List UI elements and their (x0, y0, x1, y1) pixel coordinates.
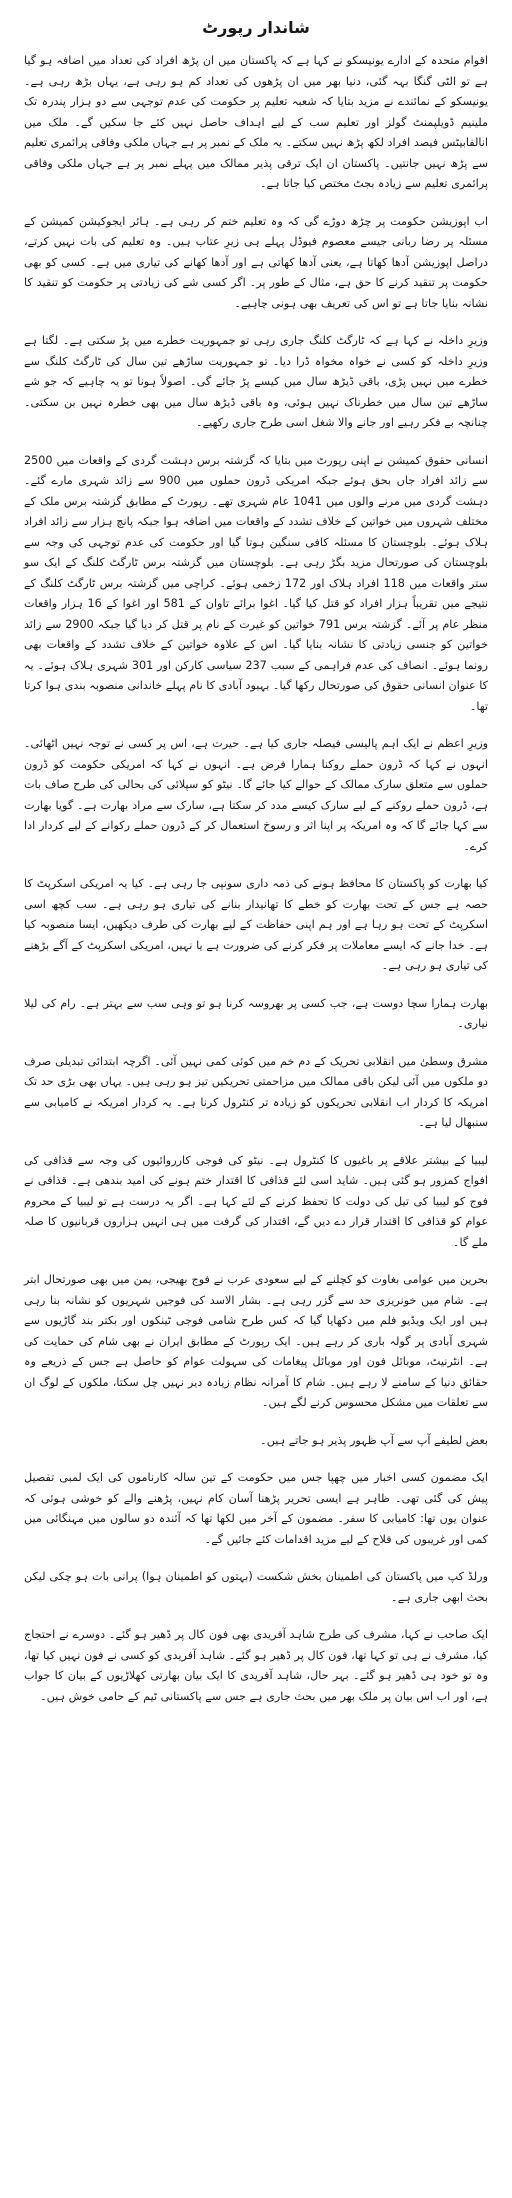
article-paragraph: کیا بھارت کو پاکستان کا محافظ ہونے کی ذمہ داری سونپی جا رہی ہے۔ کیا یہ امریکی اسکرپٹ کا حصہ ہے جس کے تحت بھارت کو خطے کا تھانیدار بنانے کی تیاری ہو رہی ہے۔ سب کچھ اسی اسکرپٹ کے تحت ہو رہا ہے اور ہم اپنی حفاظت کے لیے بھارت کی طرف دیکھیں، ایسا منصوبہ کیا ہے۔ خدا جانے کہ ایسے معاملات پر فکر کرنے کی ضرورت ہے یا نہیں، امریکی اسکرپٹ کے آگے بڑھنے کی تیاری ہو رہی ہے۔ (24, 877, 488, 972)
article-paragraph: بھارت ہمارا سچا دوست ہے، جب کسی پر بھروسہ کرنا ہو تو وہی سب سے بہتر ہے۔ رام کی لیلا نیاری۔ (24, 996, 488, 1030)
article-paragraph: اقوام متحدہ کے ادارے یونیسکو نے کہا ہے کہ پاکستان میں ان پڑھ افراد کی تعداد میں اضافہ ہو گیا ہے تو الٹی گنگا بہہ گئی، دنیا بھر میں ان پڑھوں کی تعداد کم ہو رہی ہے، یہاں بڑھ رہی ہے۔ یونیسکو کے نمائندے نے مزید بتایا کہ شعبہ تعلیم پر حکومت کی عدم توجہی سے دو ہزار پندرہ تک ملینیم ڈویلپمنٹ گولز اور تعلیم سب کے لیے اہداف حاصل نہیں کئے جا سکیں گے۔ ملک میں انالفابیٹس فیصد افراد لکھ پڑھ نہیں سکتے۔ یہ ملک کے نمبر پر ہے جہاں ملکی وفاقی پرائمری تعلیم سے پڑھ نہیں جانتیں۔ پاکستان ان ایک ترقی پذیر ممالک میں پہلے نمبر پر ہے جہاں ملکی وفاقی پرائمری تعلیم سے زیادہ بجٹ مختص کیا جاتا ہے۔ (24, 54, 488, 190)
article-paragraph: مشرق وسطیٰ میں انقلابی تحریک کے دم خم میں کوئی کمی نہیں آئی۔ اگرچہ ابتدائی تبدیلی صرف دو ملکوں میں آئی لیکن باقی ممالک میں مزاحمتی تحریکیں تیز ہو رہی ہیں۔ یہاں بھی بڑی حد تک امریکہ کا کردار اب انقلابی تحریکوں کو زیادہ تر کنٹرول کرنا ہے۔ یہ کردار امریکہ نے کامیابی سے سنبھال لیا ہے۔ (24, 1054, 488, 1129)
article-paragraph: ایک مضمون کسی اخبار میں چھپا جس میں حکومت کے تین سالہ کارناموں کی ایک لمبی تفصیل پیش کی گئی تھی۔ ظاہر ہے ایسی تحریر پڑھنا آسان کام نہیں، پڑھنے والے کو خوشی ہوئی کہ عنوان یوں تھا: کامیابی کا سفر۔ مضمون کے آخر میں لکھا تھا کہ آئندہ دو سالوں میں مہنگائی میں کمی اور غریبوں کی فلاح کے لیے مزید اقدامات کئے جائیں گے۔ (24, 1471, 488, 1546)
article-paragraph: وزیرِ اعظم نے ایک اہم پالیسی فیصلہ جاری کیا ہے۔ حیرت ہے، اس پر کسی نے توجہ نہیں اٹھائی۔ انہوں نے کہا کہ ڈرون حملے روکنا ہمارا فرض ہے۔ انہوں نے کہا کہ امریکی حکومت کو ڈرون حملوں سے متعلق سارک ممالک کے حوالے کیا جائے گا۔ نیٹو کو سپلائی کی بحالی کی طرح صاف بات ہے، ڈرون حملے روکنے کے لیے سارک کیسے مدد کر سکتا ہے، سارک سے مراد بھارت ہے۔ گویا بھارت سے کہا جائے گا کہ وہ امریکہ پر اپنا اثر و رسوخ استعمال کر کے ڈرون حملے رکوانے کے لیے کردار ادا کرے۔ (24, 737, 488, 853)
article-paragraph: وزیرِ داخلہ نے کہا ہے کہ ٹارگٹ کلنگ جاری رہی تو جمہوریت خطرے میں پڑ سکتی ہے۔ لگتا ہے وزیرِ داخلہ کو کسی نے خواہ مخواہ ڈرا دیا۔ تو جمہوریت ساڑھے تین سال کی ٹارگٹ کلنگ سے خطرے میں نہیں پڑی، باقی ڈیڑھ سال میں کیسے پڑ جائے گی۔ اصولاً ہونا تو یہ چاہیے کہ جو شے ساڑھے تین سال میں خطرناک نہیں ہوئی، وہ باقی ڈیڑھ سال میں بھی خطرہ نہیں بن سکتی۔ چنانچہ بے فکر رہیے اور جانے والا شغل اسی طرح جاری رکھیے۔ (24, 334, 488, 429)
article-paragraph: ایک صاحب نے کہا، مشرف کی طرح شاہد آفریدی بھی فون کال پر ڈھیر ہو گئے۔ دوسرے نے احتجاج کیا، مشرف نے ہی تو کہا تھا، فون کال پر ڈھیر ہو گئے۔ شاہد آفریدی کو کسی نے فون نہیں کیا تھا، وہ تو خود ہی ڈھیر ہو گئے۔ بہر حال، شاہد آفریدی کا ایک بیان بھارتی کھلاڑیوں کے بیان کا جواب ہے، اور اب اس بیان پر ملک بھر میں بحث جاری ہے جس سے پاکستانی ٹیم کے حامی خوش ہیں۔ (24, 1628, 488, 1703)
article-paragraph: لیبیا کے بیشتر علاقے پر باغیوں کا کنٹرول ہے۔ نیٹو کی فوجی کارروائیوں کی وجہ سے قذافی کی افواج کمزور ہو گئی ہیں۔ شاید اسی لئے قذافی کا اقتدار ختم ہونے کی امید بندھی ہے۔ قذافی نے فوج کو لیبیا کی تیل کی دولت کا تحفظ کرنے کے لئے کہا ہے۔ اگر یہ درست ہے تو لیبیا کے محروم عوام کو قذافی کا اقتدار قرار دے دیں گے، اقتدار کی گرفت میں ہی انہیں ہزاروں قربانیوں کا صلہ ملے گا۔ (24, 1153, 488, 1249)
article-paragraph: ورلڈ کپ میں پاکستان کی اطمینان بخش شکست (بہتوں کو اطمینان ہوا) پرانی بات ہو چکی لیکن بحث ابھی جاری ہے۔ (24, 1570, 488, 1604)
article-paragraph: بحرین میں عوامی بغاوت کو کچلنے کے لیے سعودی عرب نے فوج بھیجی، یمن میں بھی صورتحال ابتر ہے۔ شام میں خونریزی حد سے گزر رہی ہے۔ بشار الاسد کی فوجیں شہریوں کو نشانہ بنا رہی ہیں اور ایک ویڈیو فلم میں دکھایا گیا کہ کس طرح شامی فوجی ٹینکوں اور بکتر بند گاڑیوں سے شہری آبادی پر گولہ باری کر رہے ہیں۔ ایک رپورٹ کے مطابق ایران نے بھی شام کی حمایت کی ہے۔ انٹرنیٹ، موبائل فون اور موبائل پیغامات کی سہولت عوام کو حاصل ہے جس کے ذریعے وہ حقائق دنیا کے سامنے لا رہے ہیں۔ شام کا آمرانہ نظام زیادہ دیر نہیں چل سکتا، ملکوں کے لوگ ان سے تعلقات میں مشکل محسوس کرنے لگے ہیں۔ (24, 1273, 488, 1409)
article-paragraph: اب اپوزیشن حکومت پر چڑھ دوڑے گی کہ وہ تعلیم ختم کر رہی ہے۔ ہائر ایجوکیشن کمیشن کے مسئلہ پر رضا ربانی جیسے معصوم فیوڈل پہلے ہی زیرِ عتاب ہیں۔ وہ تعلیم کی بات نہیں کرتے، دراصل اپوزیشن آدھا کھاتا ہے، یعنی آدھا کھاتی ہے اور آدھا کھانے کی تیاری میں ہے۔ کسی کو بھی حکومت پر تنقید کرنے کا حق ہے، مثال کے طور پر۔ اگر کسی شے کی زیادتی پر حکومت کو تنقید کا نشانہ بنایا جاتا ہے تو اس کی تعریف بھی ہونی چاہیے۔ (24, 214, 488, 310)
article-title: شاندار رپورٹ (202, 18, 310, 37)
article-paragraph: انسانی حقوق کمیشن نے اپنی رپورٹ میں بتایا کہ گزشتہ برس دہشت گردی کے واقعات میں 2500 سے زائد افراد جاں بحق ہوئے جبکہ امریکی ڈرون حملوں میں 900 سے زائد شہری مارے گئے۔ دہشت گردی میں مرنے والوں میں 1041 عام شہری تھے۔ رپورٹ کے مطابق گزشتہ برس ملک کے مختلف شہروں میں خواتین کے خلاف تشدد کے واقعات میں اضافہ ہوا جبکہ پانچ ہزار سے زائد افراد ہلاک ہوئے۔ بلوچستان کا مسئلہ کافی سنگین ہوتا گیا اور حکومت کی عدم توجہی کی وجہ سے بلوچستان کی صورتحال مزید بگڑ رہی ہے۔ بلوچستان میں گزشتہ برس ٹارگٹ کلنگ کے ایک سو ستر واقعات میں 118 افراد ہلاک اور 172 زخمی ہوئے۔ کراچی میں گزشتہ برس ٹارگٹ کلنگ کے نتیجے میں تقریباً ہزار افراد کو قتل کیا گیا۔ اغوا برائے تاوان کے 581 اور اغوا کے 16 ہزار واقعات منظر عام پر آئے۔ گزشتہ برس 791 خواتین کو غیرت کے نام پر قتل کر دیا گیا جبکہ 2900 سے زائد خواتین کو جنسی زیادتی کا نشانہ بنایا گیا۔ اس کے علاوہ خواتین کے خلاف تشدد کے واقعات بھی رونما ہوئے۔ انصاف کی عدم فراہمی کے سبب 237 سیاسی کارکن اور 301 شہری ہلاک ہوئے۔ یہ کا عنوان انسانی حقوق کی صورتحال رکھا گیا۔ بہبود آبادی کا نام پہلے خاندانی منصوبہ بندی ہوا کرتا تھا۔ (24, 453, 488, 713)
article-paragraph: بعض لطیفے آپ سے آپ ظہور پذیر ہو جاتے ہیں۔ (260, 1433, 488, 1447)
